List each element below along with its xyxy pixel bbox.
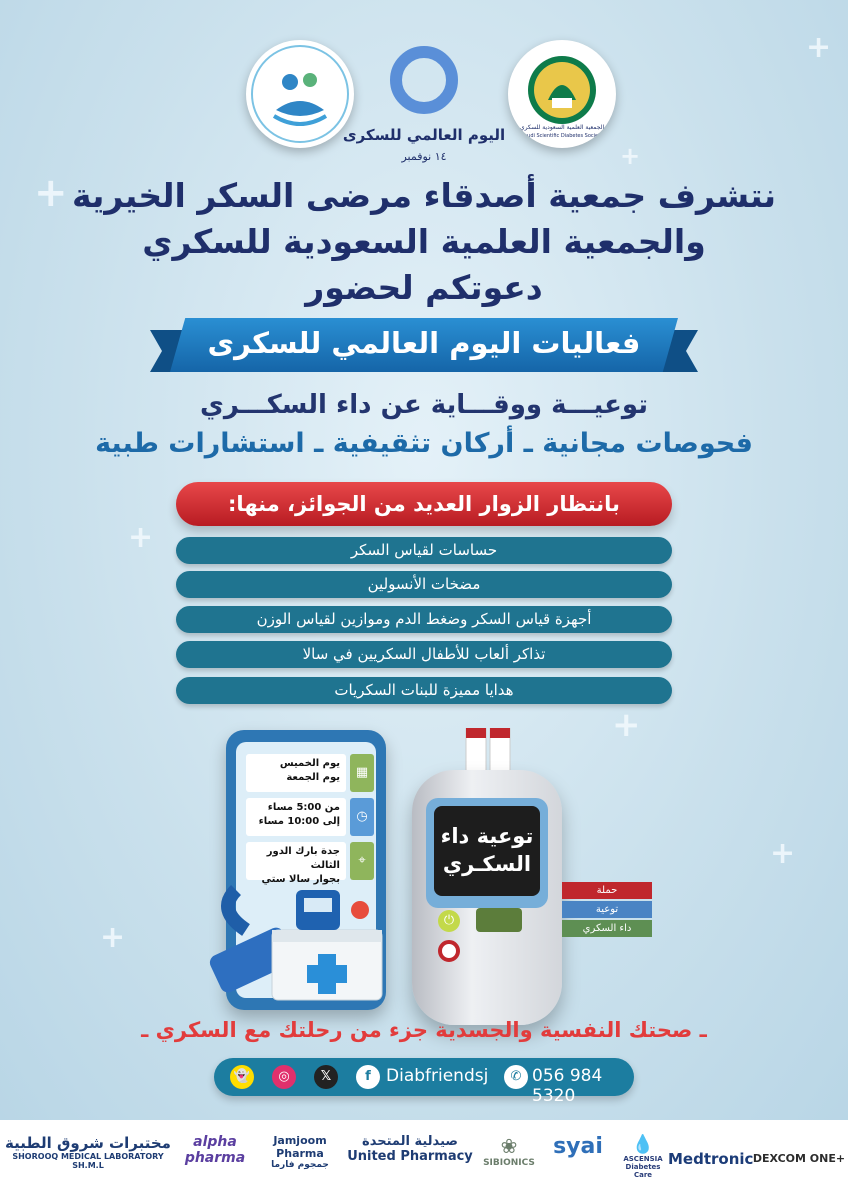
social-handle[interactable]: Diabfriendsj (386, 1066, 489, 1086)
sponsor-syai-en: syai (553, 1134, 603, 1159)
sponsor-dexcom (752, 1152, 846, 1165)
headline-line-3: دعوتكم لحضور (305, 268, 543, 307)
right-logo-english: Saudi Scientific Diabetes Society (520, 133, 604, 139)
subtitle-services: فحوصات مجانية ـ أركان تثقيفية ـ استشارات طبية (95, 428, 753, 459)
sponsor-jamjoom-en: Jamjoom Pharma (273, 1134, 327, 1160)
sponsor-dexcom-en: DEXCOM ONE+ (752, 1152, 846, 1165)
schedule-days (246, 754, 346, 792)
schedule-time (246, 798, 346, 836)
medical-kit-illustration (206, 870, 396, 1010)
x-icon[interactable]: 𝕏 (314, 1065, 338, 1089)
prize-item: حساسات لقياس السكر (176, 537, 672, 564)
footer-slogan: ـ صحتك النفسية والجسدية جزء من رحلتك مع السكري ـ (141, 1018, 707, 1042)
sponsor-jamjoom (260, 1134, 340, 1170)
place-line-2: بجوار سالا ستي (261, 874, 340, 885)
day-line-2: يوم الجمعة (286, 772, 340, 783)
right-logo-arabic: الجمعية العلمية السعودية للسكري (519, 124, 605, 131)
sponsor-syai (540, 1134, 616, 1159)
sponsor-united-en: United Pharmacy (347, 1149, 473, 1164)
subtitle-awareness: توعيـــة ووقـــاية عن داء السكـــري (200, 390, 648, 420)
glucose-meter (412, 770, 562, 1025)
sponsor-shorooq-ar: مختبرات شروق الطبية (5, 1134, 171, 1152)
meter-display: توعية داء السكـري (434, 806, 540, 896)
instagram-icon[interactable]: ◎ (272, 1065, 296, 1089)
sponsor-ascensia-en: ASCENSIA Diabetes Care (623, 1155, 663, 1179)
plus-decoration-icon: + (100, 920, 126, 955)
record-button-icon (438, 940, 460, 962)
plus-decoration-icon: + (620, 142, 641, 170)
power-button-icon: ⏻ (438, 910, 460, 932)
sibionics-logo-icon: ❀ (500, 1134, 518, 1158)
saudi-diabetes-society-logo-icon (508, 40, 616, 148)
headline-line-1: نتشرف جمعية أصدقاء مرضى السكر الخيرية (71, 176, 777, 215)
time-line-2: إلى 10:00 مساء (258, 816, 340, 827)
meter-tag: توعية (562, 901, 652, 918)
sponsor-shorooq-en: SHOROOQ MEDICAL LABORATORY SH.M.L (12, 1152, 164, 1170)
place-line-1: جدة بارك الدور الثالث (266, 846, 340, 871)
whatsapp-icon[interactable]: ✆ (504, 1065, 528, 1089)
sponsors-strip (0, 1120, 848, 1200)
location-pin-icon: ⌖ (350, 842, 374, 880)
ascensia-drop-icon: 💧 (631, 1134, 655, 1155)
prize-item: أجهزة قياس السكر وضغط الدم وموازين لقياس الوزن (176, 606, 672, 633)
sponsor-alpha-pharma-en: alpha pharma (184, 1134, 246, 1166)
clock-icon: ◷ (350, 798, 374, 836)
social-bar (214, 1058, 634, 1106)
sponsor-medtronic (668, 1150, 752, 1168)
wdd-date: ١٤ نوفمبر (401, 150, 447, 163)
day-line-1: يوم الخميس (279, 758, 340, 769)
snapchat-icon[interactable]: 👻 (230, 1065, 254, 1089)
sponsor-sibionics (478, 1134, 540, 1168)
plus-decoration-icon: + (128, 520, 154, 555)
sponsor-jamjoom-ar: جمجوم فارما (271, 1160, 329, 1170)
wdd-title: اليوم العالمي للسكرى (342, 126, 506, 144)
sponsor-medtronic-en: Medtronic (668, 1150, 754, 1168)
plus-decoration-icon: + (806, 30, 832, 65)
saudi-diabetes-society-logo (508, 40, 616, 148)
prizes-title: بانتظار الزوار العديد من الجوائز، منها: (176, 482, 672, 526)
blue-circle-icon (388, 44, 460, 116)
prize-item: مضخات الأنسولين (176, 571, 672, 598)
plus-decoration-icon: + (770, 836, 796, 871)
phone-number[interactable]: 056 984 5320 (532, 1066, 603, 1106)
sponsor-united-ar: صيدلية المتحدة (362, 1134, 458, 1149)
meter-tag: حملة (562, 882, 652, 899)
prize-item: هدايا مميزة للبنات السكريات (176, 677, 672, 704)
ribbon-text: فعاليات اليوم العالمي للسكرى (207, 326, 641, 360)
headline-line-2: والجمعية العلمية السعودية للسكري (142, 222, 706, 261)
meter-small-screen (476, 908, 522, 932)
calendar-icon: ▦ (350, 754, 374, 792)
meter-face (426, 798, 548, 908)
facebook-icon[interactable]: f (356, 1065, 380, 1089)
time-line-1: من 5:00 مساء (267, 802, 340, 813)
plus-decoration-icon: + (612, 705, 641, 745)
meter-tag: داء السكري (562, 920, 652, 937)
sponsor-alpha-pharma (180, 1134, 250, 1166)
prize-item: تذاكر ألعاب للأطفال السكريين في سالا (176, 641, 672, 668)
sponsor-united-pharmacy (345, 1134, 475, 1164)
events-ribbon (150, 318, 698, 372)
plus-decoration-icon: + (34, 170, 68, 216)
sponsor-ascensia (616, 1134, 670, 1179)
sponsor-sibionics-en: SIBIONICS (483, 1158, 535, 1168)
sponsor-shorooq (0, 1134, 176, 1170)
